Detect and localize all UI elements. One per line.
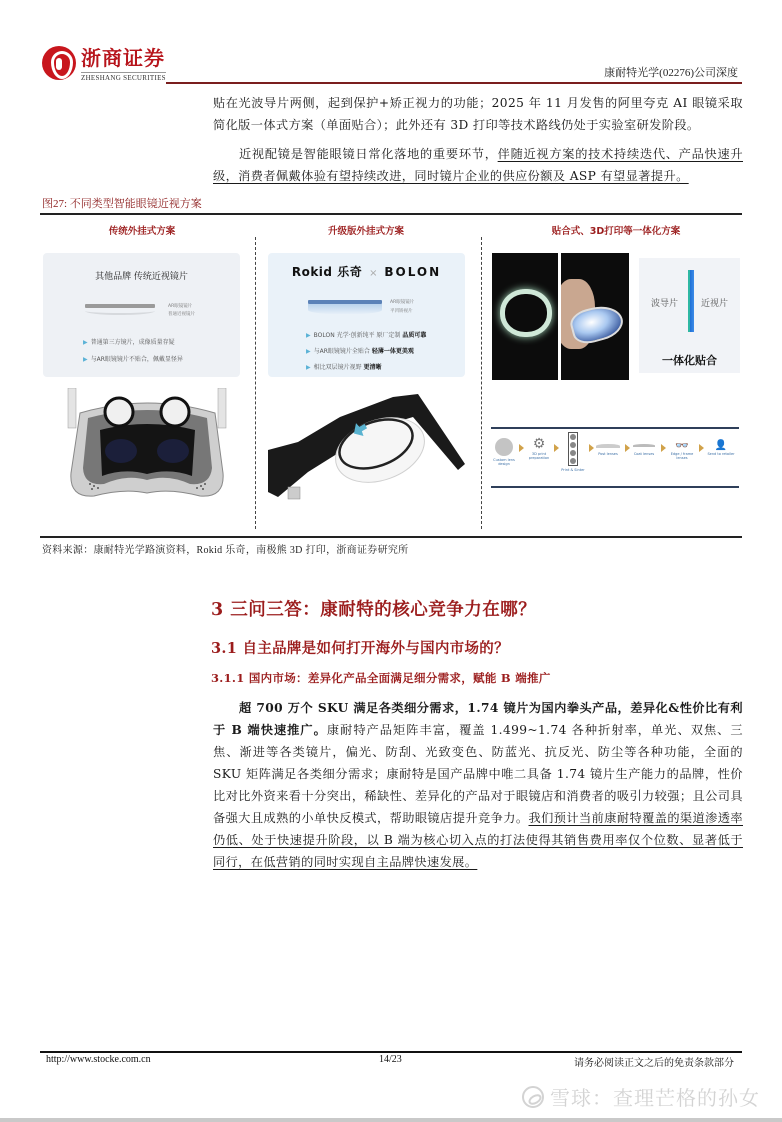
column-divider <box>481 237 482 529</box>
triangle-bullet-icon: ▶ <box>83 356 88 363</box>
hand-lens-photo <box>561 253 629 380</box>
headset-photo <box>60 388 235 506</box>
triangle-bullet-icon: ▶ <box>306 332 311 339</box>
glowing-lens-ring <box>500 289 552 337</box>
page-header <box>42 46 742 86</box>
process-step: 👤 Send to retailer <box>707 440 735 456</box>
lens-blank-icon <box>495 438 513 456</box>
footer-rule <box>40 1051 742 1053</box>
figure-top-rule <box>40 213 742 215</box>
card-title: 其他品牌 传统近视镜片 <box>95 272 188 282</box>
triangle-bullet-icon: ▶ <box>306 348 311 355</box>
3d-print-process-diagram <box>487 420 743 500</box>
lens-label: AR眼镜镜片 <box>168 304 193 309</box>
watermark <box>522 1082 760 1111</box>
illuminated-frame-photo <box>492 253 558 380</box>
page-number: 14/23 <box>379 1054 402 1065</box>
disclaimer-note: 请务必阅读正文之后的免责条款部分 <box>574 1058 734 1069</box>
figure-bottom-rule <box>40 536 742 538</box>
process-step: Post lenses <box>595 444 621 456</box>
integrated-bonding-card <box>639 258 740 373</box>
body-paragraph <box>213 697 743 873</box>
lens-label: 普通近视镜片 <box>168 312 195 317</box>
coated-lens-icon <box>633 444 655 447</box>
brand-title: Rokid 乐奇 × BOLON <box>291 265 442 279</box>
clip-in-glasses-image <box>268 392 465 504</box>
bullet-item: ▶ 与AR眼镜镜片不贴合，佩戴显怪异 <box>83 356 183 363</box>
header-divider <box>166 82 742 84</box>
process-step: Custom lens design <box>492 438 516 466</box>
subsection-heading: 3.1 自主品牌是如何打开海外与国内市场的？ <box>211 640 509 657</box>
person-icon: 👤 <box>714 440 728 451</box>
gears-icon: ⚙ <box>532 436 546 452</box>
traditional-lens-card <box>43 253 240 377</box>
myopia-lens-diagram <box>85 307 155 315</box>
process-bottom-rule <box>491 486 739 488</box>
logo-english-name: ZHESHANG SECURITIES <box>81 74 166 82</box>
section-heading: 3 三问三答：康耐特的核心竞争力在哪？ <box>211 600 537 620</box>
body-underlined: 我们预计当前康耐特覆盖的渠道渗透率仍低、处于快速提升阶段，以 B 端为核心切入点的打法使得其销售费用率仅个位数、显著低于同行，在低营销的同时实现自主品牌快速发展。 <box>213 811 743 869</box>
glasses-icon: 👓 <box>675 439 689 452</box>
report-title: 康耐特光学(02276)公司深度 <box>604 67 738 79</box>
figure-source: 资料来源：康耐特光学路演资料，Rokid 乐奇，南极熊 3D 打印，浙商证券研究所 <box>42 545 409 556</box>
arrow-icon <box>519 444 524 452</box>
body-plain: 康耐特产品矩阵丰富，覆盖 1.499~1.74 各种折射率，单光、双焦、三焦、渐进等各类镜片，偏光、防刮、光致变色、防蓝光、抗反光、防尘等各种功能，全面的 SKU 矩阵满足各类细分需求；康耐特是国产品牌中唯二具备 1.74 镜片生产能力的品牌，性价比对比外资来看十分突出，稀缺性、差异化的产品对于眼镜店和消费者的吸引力较强；且公司具备强大且成熟的小单快反模式，帮助眼镜店提升竞争力。 <box>213 723 743 825</box>
arrow-icon <box>699 444 704 452</box>
lens-icon <box>596 444 620 448</box>
bullet-item: ▶ BOLON 光学·创新纯平 原厂定制 品质可靠 <box>306 332 427 339</box>
print-tray-icon <box>568 432 578 466</box>
bonded-lens-diagram <box>688 270 694 332</box>
lens-label: AR眼镜镜片 <box>390 300 415 305</box>
column-divider <box>255 237 256 529</box>
company-logo <box>42 46 166 82</box>
waveguide-label: 波导片 <box>651 299 679 309</box>
arrow-icon <box>625 444 630 452</box>
intro-paragraph-1: 贴在光波导片两侧，起到保护+矫正视力的功能；2025 年 11 月发售的阿里夸克 AI 眼镜采取简化版一体式方案（单面贴合）；此外还有 3D 打印等技术路线仍处于实验室研发阶段。 <box>213 96 743 132</box>
intro-paragraph-2-underlined: 伴随近视方案的技术持续迭代、产品快速升级，消费者佩戴体验有望持续改进，同时镜片企业的供应份额及 ASP 有望显著提升。 <box>213 147 743 183</box>
page-bottom-bar <box>0 1118 782 1122</box>
bullet-item: ▶ 与AR眼镜镜片全贴合 轻薄一体更美观 <box>306 348 414 355</box>
lens-label: 平凹矫视片 <box>390 309 413 314</box>
arrow-icon <box>589 444 594 452</box>
column-heading-integrated: 贴合式、3D打印等一体化方案 <box>551 226 681 237</box>
snowball-logo-icon <box>522 1086 544 1108</box>
watermark-text: 雪球：查理芒格的孙女 <box>550 1086 760 1110</box>
flat-lens-diagram <box>308 304 382 314</box>
intro-paragraph-2-plain: 近视配镜是智能眼镜日常化落地的重要环节， <box>239 147 498 161</box>
bullet-item: ▶ 相比双层镜片视野 更清晰 <box>306 364 382 371</box>
arrow-icon <box>661 444 666 452</box>
body-lead-bold: 超 700 万个 SKU 满足各类细分需求，1.74 镜片为国内拳头产品，差异化&性价比有利于 B 端快速推广。 <box>213 701 743 737</box>
process-top-rule <box>491 427 739 429</box>
column-heading-traditional: 传统外挂式方案 <box>108 226 176 237</box>
glasses-photo <box>268 392 465 504</box>
bonding-title: 一体化贴合 <box>662 354 717 367</box>
triangle-bullet-icon: ▶ <box>83 339 88 346</box>
process-step: Coat lenses <box>631 444 657 456</box>
process-step: Print & Sinter <box>560 432 586 472</box>
vr-headset-image <box>60 388 235 506</box>
arrow-icon <box>554 444 559 452</box>
rokid-bolon-card <box>268 253 465 377</box>
logo-mark-icon <box>42 46 76 80</box>
logo-chinese-name: 浙商证券 <box>81 46 165 70</box>
triangle-bullet-icon: ▶ <box>306 364 311 371</box>
myopia-lens-label: 近视片 <box>701 299 729 309</box>
intro-paragraph-2 <box>213 143 743 187</box>
figure-title: 图27: 不同类型智能眼镜近视方案 <box>42 198 202 210</box>
process-step: 👓 Edge / frame lenses <box>667 440 697 460</box>
bullet-item: ▶ 普通第三方镜片，成像质量存疑 <box>83 339 175 346</box>
column-heading-upgraded: 升级版外挂式方案 <box>327 226 404 237</box>
process-step: ⚙ 3D print preparation <box>528 436 550 460</box>
footer-website-link[interactable]: http://www.stocke.com.cn <box>46 1054 151 1065</box>
subsubsection-heading: 3.1.1 国内市场：差异化产品全面满足细分需求，赋能 B 端推广 <box>211 671 551 685</box>
